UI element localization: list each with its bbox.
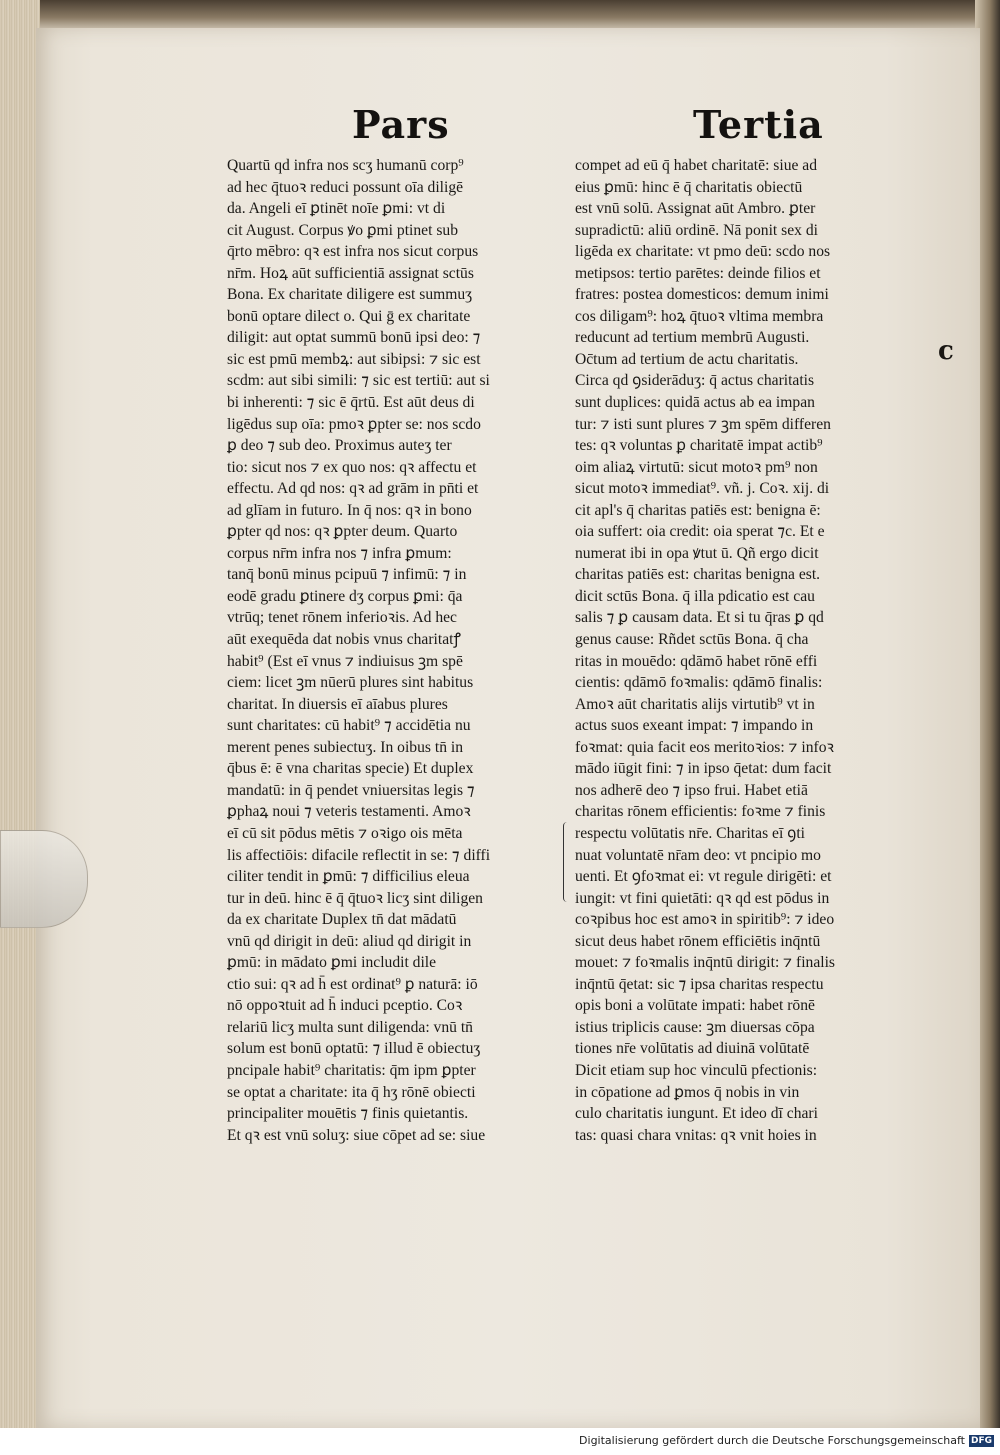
text-line: cos diligam⁹: hoꝝ q̄tuoꝛ vltima membra bbox=[575, 307, 824, 325]
text-line: Dicit etiam sup hoc vinculū pfectionis: bbox=[575, 1061, 818, 1079]
text-line: effectu. Ad qd nos: qꝛ ad grām in pn̄ti et bbox=[227, 480, 479, 498]
text-line: sicut deus habet rōnem efficiētis inq̄ntū bbox=[575, 932, 821, 950]
dfg-logo-icon: DFG bbox=[970, 1435, 992, 1446]
text-line: Amoꝛ aūt charitatis alijs virtutib⁹ vt in bbox=[575, 695, 815, 713]
left-text-column bbox=[227, 155, 562, 1146]
text-line: q̄rto mēbro: qꝛ est infra nos sicut corpus bbox=[227, 243, 479, 261]
text-line: solum est bonū optatū: ⁊ illud ē obiectuʒ bbox=[227, 1040, 481, 1058]
text-line: tur in deū. hinc ē q̄ q̄tuoꝛ licʒ sint diligen bbox=[227, 889, 483, 907]
text-line: eī cū sit pōdus mētis ⁊ oꝛigo ois mēta bbox=[227, 824, 463, 842]
text-line: lis affectiōis: difacile reflectit in se: ⁊ diffi bbox=[227, 846, 491, 864]
text-line: respectu volūtatis nr̄e. Charitas eī ꝯti bbox=[575, 824, 806, 842]
text-line: sunt duplices: quidā actus ab ea impan bbox=[575, 394, 815, 412]
marginal-bracket bbox=[563, 822, 572, 902]
text-line: in cōpatione ad ꝑmos q̄ nobis in vin bbox=[575, 1083, 800, 1101]
text-line: cit apl's q̄ charitas patiēs est: benigna ē: bbox=[575, 501, 821, 519]
text-line: q̄bus ē: ē vna charitas specie) Et duplex bbox=[227, 760, 474, 778]
text-line: Circa qd ꝯsiderāduʒ: q̄ actus charitatis bbox=[575, 372, 815, 390]
text-line: ciem: licet ꝫm nūerū plures sint habitus bbox=[227, 674, 474, 692]
text-line: nuat voluntatē nr̄am deo: vt pncipio mo bbox=[575, 846, 821, 864]
text-line: ctio sui: qꝛ ad h̄ est ordinat⁹ ꝑ naturā: iō bbox=[227, 975, 478, 993]
text-line: reducunt ad tertium membrū Augusti. bbox=[575, 329, 810, 347]
text-line: relariū licʒ multa sunt diligenda: vnū tn̄ bbox=[227, 1018, 473, 1036]
text-line: istius triplicis cause: ꝫm diuersas cōpa bbox=[575, 1018, 815, 1036]
text-line: vnū qd dirigit in deū: aliud qd dirigit in bbox=[227, 932, 472, 950]
text-line: uenti. Et ꝯfoꝛmat ei: vt regule dirigēti: et bbox=[575, 868, 832, 886]
text-line: compet ad eū q̄ habet charitatē: siue ad bbox=[575, 157, 818, 174]
text-line: Oc̄tum ad tertium de actu charitatis. bbox=[575, 350, 799, 368]
text-line: merent penes subiectuʒ. In oibus tn̄ in bbox=[227, 738, 464, 756]
text-line: eius ꝑmū: hinc ē q̄ charitatis obiectū bbox=[575, 178, 803, 196]
marginal-letter: c bbox=[938, 336, 954, 366]
text-line: principaliter mouētis ⁊ finis quietantis. bbox=[227, 1105, 469, 1123]
text-line: charitas patiēs est: charitas benigna est. bbox=[575, 566, 821, 584]
text-line: ꝑphaꝝ noui ⁊ veteris testamenti. Amoꝛ bbox=[227, 803, 471, 821]
text-line: tur: ⁊ isti sunt plures ⁊ ꝫm spēm differen bbox=[575, 415, 831, 433]
text-line: nō oppoꝛtuit ad h̄ induci pceptio. Coꝛ bbox=[227, 997, 463, 1015]
text-line: cit August. Corpus ꝟo ꝑmi ptinet sub bbox=[227, 221, 458, 239]
text-line: tio: sicut nos ⁊ ex quo nos: qꝛ affectu et bbox=[227, 458, 477, 476]
text-line: bi inherenti: ⁊ sic ē q̄rtū. Est aūt deus di bbox=[227, 394, 475, 412]
text-line: sicut motoꝛ immediat⁹. vñ. j. Coꝛ. xij. di bbox=[575, 480, 830, 498]
text-line: cientis: qdāmō foꝛmalis: qdāmō finalis: bbox=[575, 674, 823, 692]
text-line: salis ⁊ ꝑ causam data. Et si tu q̄ras ꝑ qd bbox=[575, 609, 824, 627]
text-line: iungit: vt fini quietāti: qꝛ qd est pōdus in bbox=[575, 889, 830, 907]
text-line: corpus nr̄m infra nos ⁊ infra ꝑmum: bbox=[227, 544, 452, 562]
text-line: Bona. Ex charitate diligere est summuʒ bbox=[227, 286, 473, 304]
text-line: aūt exequēda dat nobis vnus charitatꝭ bbox=[227, 631, 461, 649]
text-line: ciliter tendit in ꝑmū: ⁊ difficilius eleua bbox=[227, 868, 470, 886]
text-line: vtrūq; tenet rōnem inferioꝛis. Ad hec bbox=[227, 609, 457, 627]
text-line: nos adherē deo ⁊ ipso frui. Habet etiā bbox=[575, 781, 808, 799]
text-line: sunt charitates: cū habit⁹ ⁊ accidētia nu bbox=[227, 717, 471, 735]
text-line: tes: qꝛ voluntas ꝑ charitatē impat actib⁹ bbox=[575, 437, 823, 455]
text-line: inq̄ntū q̄etat: sic ⁊ ipsa charitas respectu bbox=[575, 975, 824, 993]
text-line: nr̄m. Hoꝝ aūt sufficientiā assignat sctūs bbox=[227, 264, 474, 282]
text-line: numerat ibi in opa ꝟtut ū. Qñ ergo dicit bbox=[575, 544, 819, 562]
text-line: charitas rōnem efficientis: foꝛme ⁊ finis bbox=[575, 803, 826, 821]
running-head-left: Pars bbox=[352, 102, 450, 147]
text-line: metipsos: tertio parētes: deinde filios et bbox=[575, 264, 821, 282]
text-line: ritas in mouēdo: qdāmō habet rōnē effi bbox=[575, 652, 818, 670]
text-line: mādo iūgit fini: ⁊ in ipso q̄etat: dum facit bbox=[575, 760, 832, 778]
text-line: oim aliaꝝ virtutū: sicut motoꝛ pm⁹ non bbox=[575, 458, 818, 476]
footer-credit bbox=[579, 1434, 994, 1447]
text-line: oia suffert: oia credit: oia sperat ⁊c. Et e bbox=[575, 523, 825, 541]
text-line: mandatū: in q̄ pendet vniuersitas legis ⁊ bbox=[227, 781, 475, 799]
text-line: ad hec q̄tuoꝛ reduci possunt oīa diligē bbox=[227, 178, 464, 196]
text-line: foꝛmat: quia facit eos meritoꝛios: ⁊ infoꝛ bbox=[575, 738, 834, 756]
text-line: supradictū: aliū ordinē. Nā ponit sex di bbox=[575, 221, 818, 239]
text-line: sic est pmū membꝝ: aut sibipsi: ⁊ sic est bbox=[227, 350, 481, 368]
text-line: tas: quasi chara vnitas: qꝛ vnit hoies in bbox=[575, 1126, 817, 1144]
text-line: Et qꝛ est vnū soluʒ: siue cōpet ad se: siue bbox=[227, 1126, 486, 1144]
text-line: Quartū qd infra nos scʒ humanū corp⁹ bbox=[227, 157, 464, 174]
paper-clip-mark bbox=[0, 830, 88, 928]
text-line: ꝑ deo ⁊ sub deo. Proximus auteʒ ter bbox=[227, 437, 452, 455]
text-line: tanq̄ bonū minus pcipuū ⁊ infimū: ⁊ in bbox=[227, 566, 467, 584]
text-line: bonū optare dilect o. Qui ḡ ex charitate bbox=[227, 307, 471, 325]
text-line: ad glīam in futuro. In q̄ nos: qꝛ in bono bbox=[227, 501, 472, 519]
text-line: da. Angeli eī ꝑtinēt noīe ꝑmi: vt di bbox=[227, 200, 446, 218]
text-line: dicit sctūs Bona. q̄ illa pdicatio est cau bbox=[575, 587, 815, 605]
text-line: scdm: aut sibi simili: ⁊ sic est tertiū: aut si bbox=[227, 372, 490, 390]
text-line: ligēdus sup oīa: pmoꝛ ꝑpter se: nos scdo bbox=[227, 415, 481, 433]
text-line: tiones nr̄e volūtatis ad diuinā volūtatē bbox=[575, 1040, 810, 1058]
text-line: se optat a charitate: ita q̄ hʒ rōnē obiecti bbox=[227, 1083, 476, 1101]
text-line: est vnū solū. Assignat aūt Ambro. ꝑter bbox=[575, 200, 816, 218]
text-line: eodē gradu ꝑtinere dʒ corpus ꝑmi: q̄a bbox=[227, 587, 463, 605]
text-line: opis boni a volūtate impati: habet rōnē bbox=[575, 997, 815, 1015]
text-line: charitat. In diuersis eī aīabus plures bbox=[227, 695, 448, 713]
text-line: ꝑmū: in mādato ꝑmi includit dile bbox=[227, 954, 437, 972]
book-page-edges bbox=[0, 0, 40, 1455]
text-line: mouet: ⁊ foꝛmalis inq̄ntū dirigit: ⁊ finalis bbox=[575, 954, 835, 972]
text-line: ligēda ex charitate: vt pmo deū: scdo nos bbox=[575, 243, 831, 261]
footer-text: Digitalisierung gefördert durch die Deutsche Forschungsgemeinschaft bbox=[579, 1434, 965, 1447]
text-line: coꝛpibus hoc est amoꝛ in spiritib⁹: ⁊ ideo bbox=[575, 911, 835, 929]
text-line: da ex charitate Duplex tn̄ dat mādatū bbox=[227, 911, 457, 929]
text-line: diligit: aut optat summū bonū ipsi deo: ⁊ bbox=[227, 329, 481, 347]
text-line: genus cause: Rñdet sctūs Bona. q̄ cha bbox=[575, 631, 809, 649]
text-line: actus suos exeant impat: ⁊ impando in bbox=[575, 717, 814, 735]
text-line: culo charitatis iungunt. Et ideo dī chari bbox=[575, 1105, 818, 1123]
text-line: pncipale habit⁹ charitatis: q̄m ipm ꝑpter bbox=[227, 1061, 476, 1079]
text-line: habit⁹ (Est eī vnus ⁊ indiuisus ꝫm spē bbox=[227, 652, 463, 670]
text-line: fratres: postea domesticos: demum inimi bbox=[575, 286, 829, 304]
text-line: ꝑpter qd nos: qꝛ ꝑpter deum. Quarto bbox=[227, 523, 458, 541]
running-head-right: Tertia bbox=[693, 102, 824, 147]
right-text-column bbox=[575, 155, 910, 1146]
